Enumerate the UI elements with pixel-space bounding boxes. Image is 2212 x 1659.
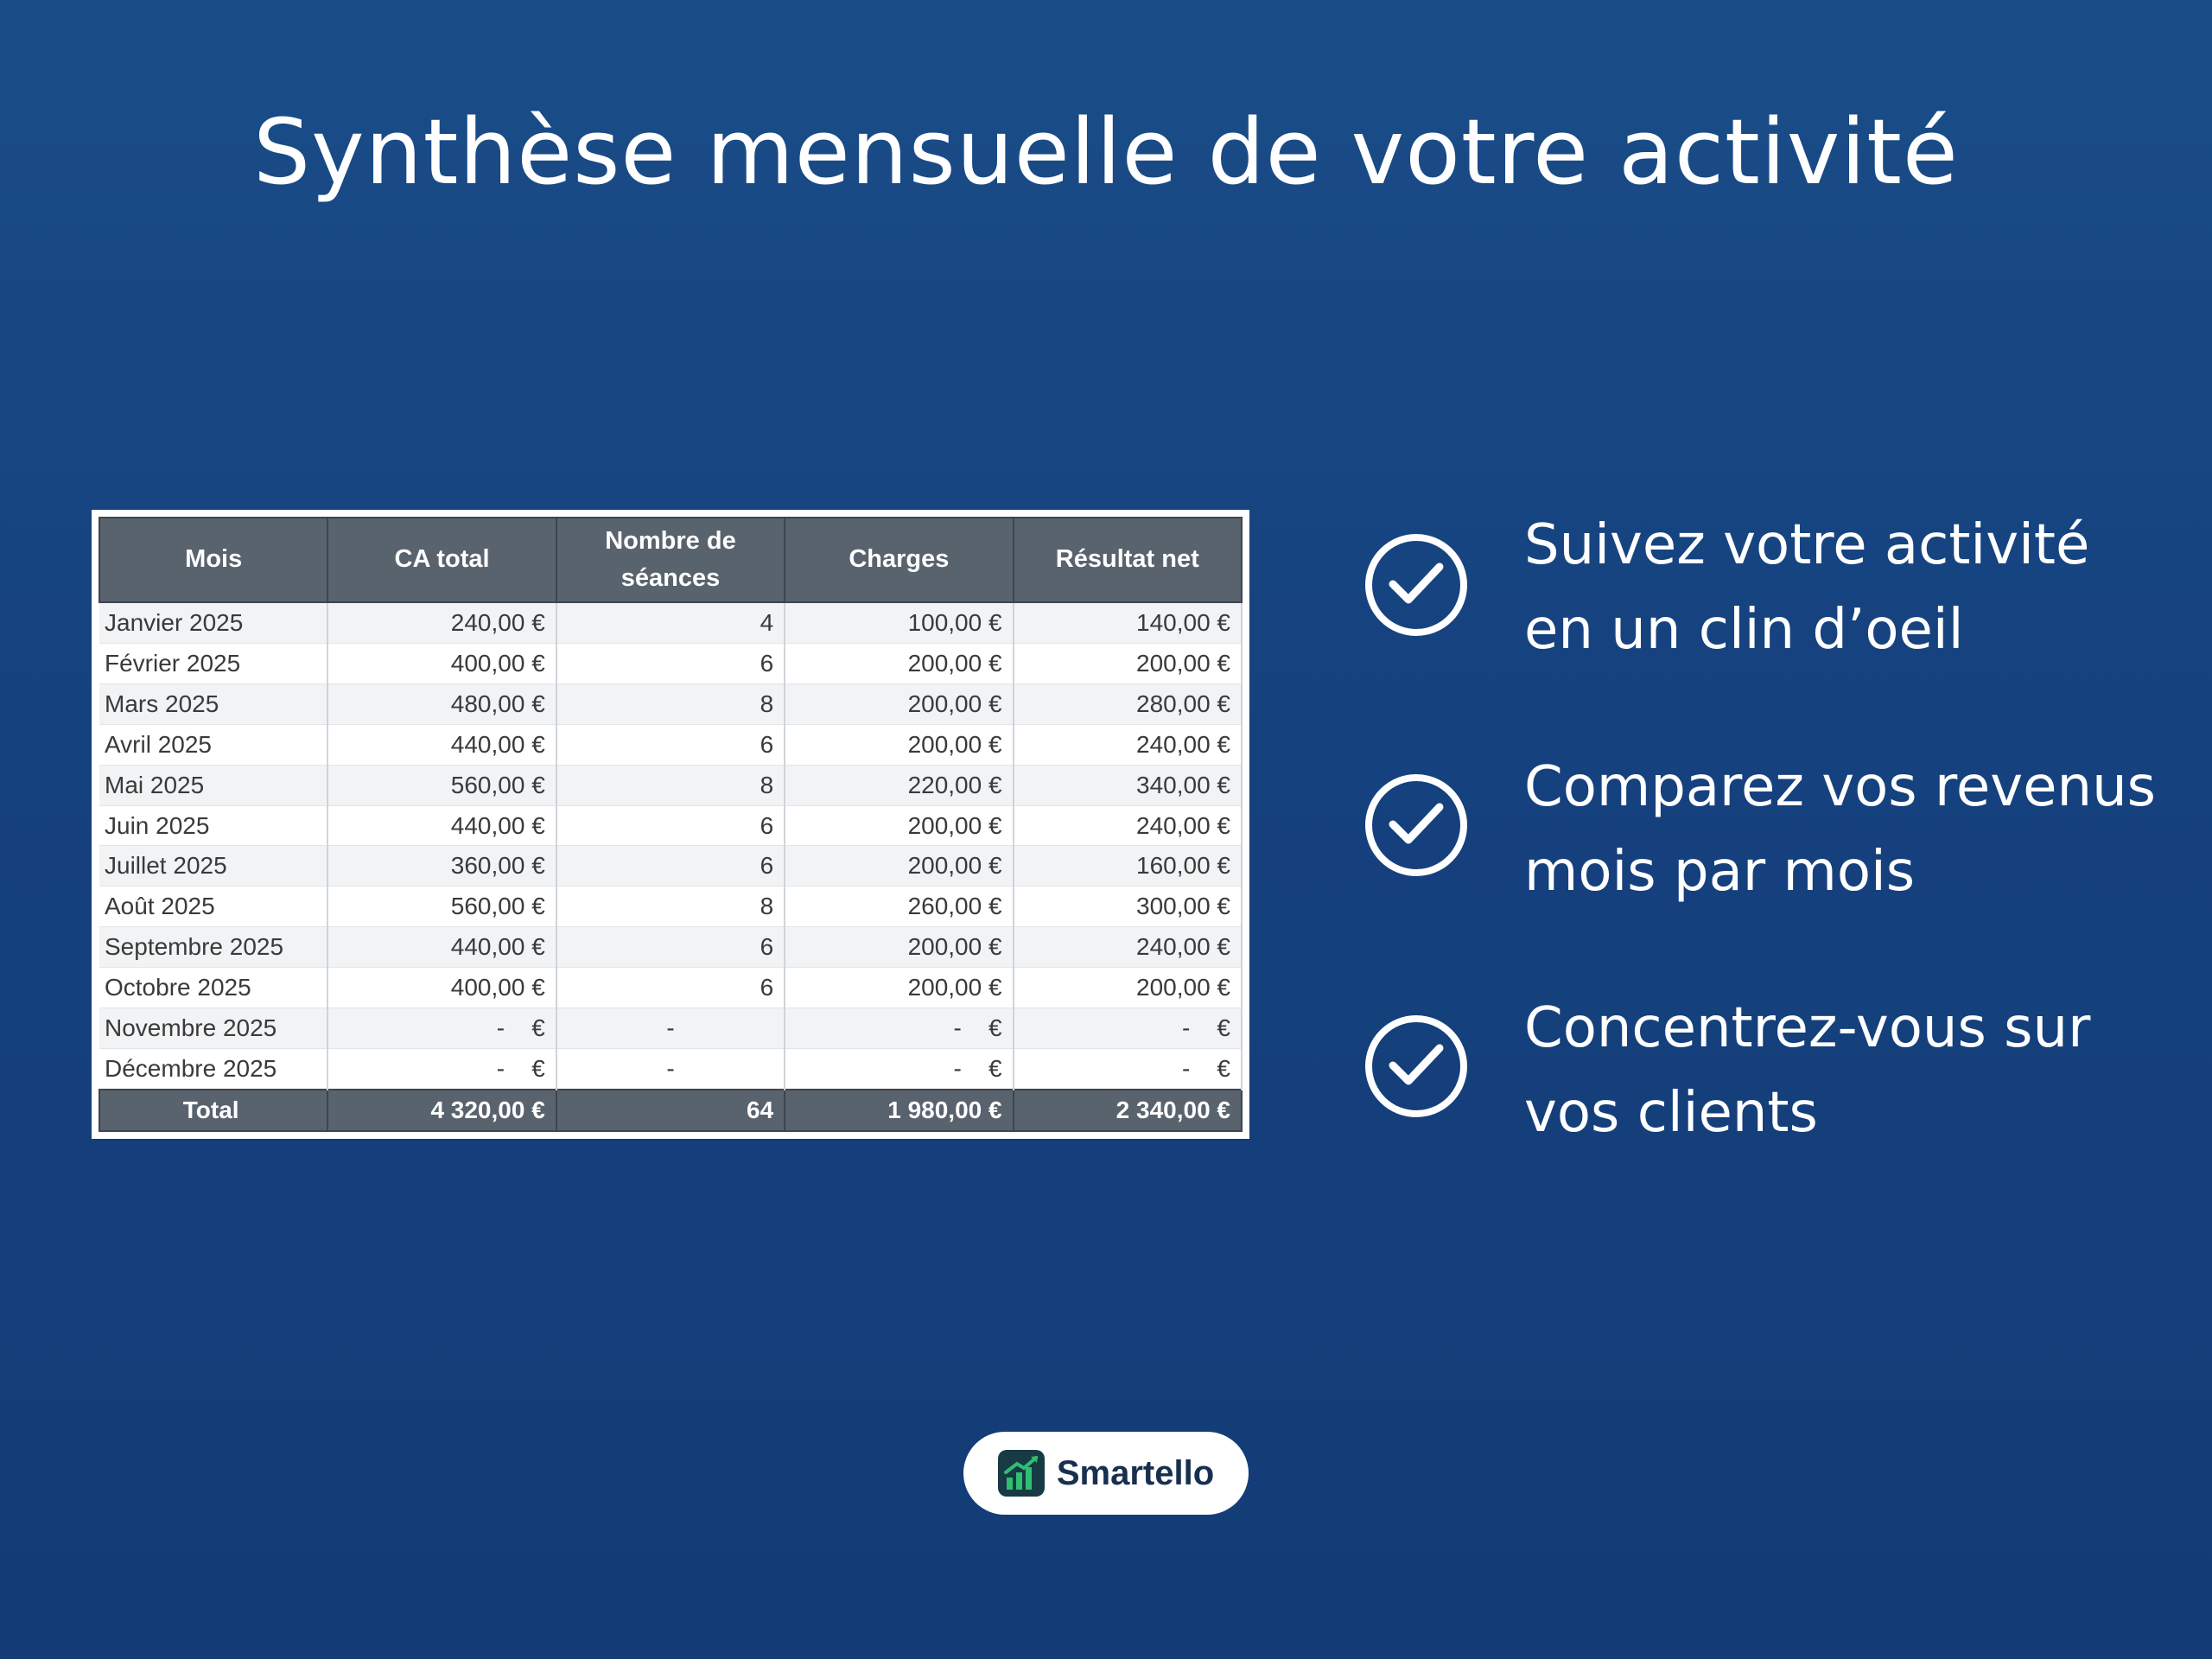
summary-table (99, 517, 1243, 1132)
cell-net-result: 340,00 € (1014, 765, 1242, 805)
cell-revenue: 440,00 € (327, 805, 556, 846)
cell-sessions: 6 (556, 968, 785, 1008)
table-header-row (99, 518, 1242, 602)
feature-line-2: vos clients (1524, 1081, 1818, 1145)
feature-line-2: en un clin d’oeil (1524, 598, 1964, 662)
total-revenue: 4 320,00 € (327, 1090, 556, 1131)
check-circle-icon (1365, 774, 1467, 876)
cell-revenue: 400,00 € (327, 643, 556, 683)
feature-text (1524, 503, 2198, 672)
table-row (99, 1048, 1242, 1090)
table-body (99, 602, 1242, 1090)
cell-charges: - € (785, 1048, 1013, 1090)
cell-revenue: - € (327, 1008, 556, 1049)
cell-sessions: 6 (556, 927, 785, 968)
cell-month: Octobre 2025 (99, 968, 327, 1008)
cell-sessions: 8 (556, 683, 785, 724)
header-revenue: CA total (327, 518, 556, 602)
cell-sessions: 8 (556, 765, 785, 805)
cell-net-result: 140,00 € (1014, 602, 1242, 643)
cell-charges: 200,00 € (785, 805, 1013, 846)
cell-month: Février 2025 (99, 643, 327, 683)
cell-net-result: 240,00 € (1014, 724, 1242, 765)
cell-sessions: 6 (556, 805, 785, 846)
cell-net-result: 240,00 € (1014, 927, 1242, 968)
cell-revenue: 440,00 € (327, 724, 556, 765)
header-sessions: Nombre de séances (556, 518, 785, 602)
cell-net-result: 280,00 € (1014, 683, 1242, 724)
cell-charges: 200,00 € (785, 683, 1013, 724)
header-charges: Charges (785, 518, 1013, 602)
cell-net-result: 300,00 € (1014, 887, 1242, 927)
cell-month: Décembre 2025 (99, 1048, 327, 1090)
cell-revenue: 440,00 € (327, 927, 556, 968)
cell-month: Mars 2025 (99, 683, 327, 724)
brand-name: Smartello (1056, 1453, 1215, 1492)
table-row (99, 846, 1242, 887)
check-circle-icon (1365, 1015, 1467, 1117)
table-row (99, 724, 1242, 765)
cell-net-result: 240,00 € (1014, 805, 1242, 846)
table-row (99, 968, 1242, 1008)
cell-charges: 200,00 € (785, 643, 1013, 683)
check-circle-icon (1365, 534, 1467, 636)
cell-sessions: 4 (556, 602, 785, 643)
cell-net-result: - € (1014, 1008, 1242, 1049)
cell-revenue: 560,00 € (327, 887, 556, 927)
total-label: Total (99, 1090, 327, 1131)
brand-badge (963, 1432, 1249, 1515)
feature-line-2: mois par mois (1524, 840, 1916, 904)
feature-text (1524, 745, 2198, 914)
feature-line-1: Suivez votre activité (1524, 513, 2090, 577)
total-sessions: 64 (556, 1090, 785, 1131)
table-row (99, 643, 1242, 683)
cell-sessions: 6 (556, 846, 785, 887)
cell-revenue: 400,00 € (327, 968, 556, 1008)
cell-revenue: 480,00 € (327, 683, 556, 724)
cell-revenue: 240,00 € (327, 602, 556, 643)
table-row (99, 765, 1242, 805)
cell-charges: 200,00 € (785, 724, 1013, 765)
cell-charges: - € (785, 1008, 1013, 1049)
cell-net-result: - € (1014, 1048, 1242, 1090)
cell-month: Janvier 2025 (99, 602, 327, 643)
cell-month: Juin 2025 (99, 805, 327, 846)
table-row (99, 683, 1242, 724)
feature-line-1: Comparez vos revenus (1524, 755, 2156, 819)
cell-month: Mai 2025 (99, 765, 327, 805)
table-row (99, 1008, 1242, 1049)
cell-sessions: 8 (556, 887, 785, 927)
feature-text (1524, 986, 2198, 1155)
cell-month: Septembre 2025 (99, 927, 327, 968)
table-total-row (99, 1090, 1242, 1131)
cell-month: Août 2025 (99, 887, 327, 927)
cell-net-result: 160,00 € (1014, 846, 1242, 887)
summary-table-card (92, 510, 1249, 1139)
cell-sessions: 6 (556, 643, 785, 683)
cell-net-result: 200,00 € (1014, 968, 1242, 1008)
total-net-result: 2 340,00 € (1014, 1090, 1242, 1131)
cell-sessions: 6 (556, 724, 785, 765)
cell-charges: 260,00 € (785, 887, 1013, 927)
cell-charges: 200,00 € (785, 927, 1013, 968)
table-row (99, 805, 1242, 846)
cell-charges: 200,00 € (785, 968, 1013, 1008)
cell-month: Avril 2025 (99, 724, 327, 765)
table-row (99, 927, 1242, 968)
header-month: Mois (99, 518, 327, 602)
cell-revenue: - € (327, 1048, 556, 1090)
cell-month: Novembre 2025 (99, 1008, 327, 1049)
page-title: Synthèse mensuelle de votre activité (253, 99, 1959, 205)
cell-charges: 200,00 € (785, 846, 1013, 887)
cell-month: Juillet 2025 (99, 846, 327, 887)
cell-sessions: - (556, 1048, 785, 1090)
feature-line-1: Concentrez-vous sur (1524, 996, 2091, 1060)
cell-revenue: 360,00 € (327, 846, 556, 887)
cell-net-result: 200,00 € (1014, 643, 1242, 683)
cell-charges: 220,00 € (785, 765, 1013, 805)
bar-chart-logo-icon (998, 1450, 1045, 1497)
table-row (99, 887, 1242, 927)
table-row (99, 602, 1242, 643)
cell-charges: 100,00 € (785, 602, 1013, 643)
cell-sessions: - (556, 1008, 785, 1049)
cell-revenue: 560,00 € (327, 765, 556, 805)
header-net-result: Résultat net (1014, 518, 1242, 602)
total-charges: 1 980,00 € (785, 1090, 1013, 1131)
